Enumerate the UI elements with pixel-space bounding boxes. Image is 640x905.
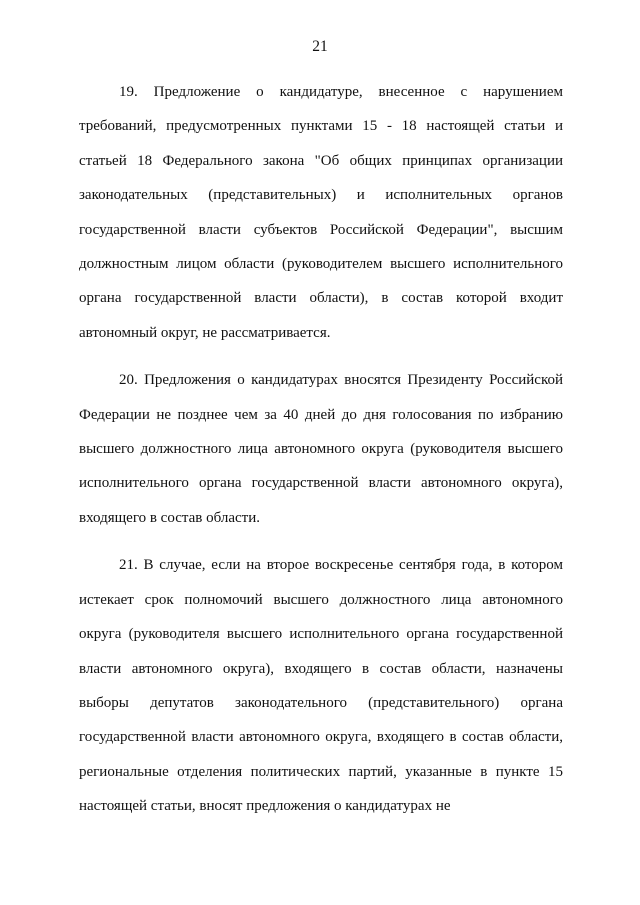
paragraph-20: 20. Предложения о кандидатурах вносятся Президенту Российской Федерации не позднее чем за 40 дней до дня голосования по избранию высшего должностного лица автономного округа (руководителя высшего исполнительного органа государственной власти автономного округа), входящего в состав области. (79, 372, 563, 526)
paragraph-19: 19. Предложение о кандидатуре, внесенное с нарушением требований, предусмотренных пунктами 15 - 18 настоящей статьи и статьей 18 Федерального закона "Об общих принципах организации законодательных (представительных) и исполнительных органов государственной власти субъектов Российской Федерации", высшим должностным лицом области (руководителем высшего исполнительного органа государственной власти области), в состав которой входит автономный округ, не рассматривается. (79, 84, 563, 341)
document-body (79, 75, 563, 837)
paragraph-21: 21. В случае, если на второе воскресенье сентября года, в котором истекает срок полномочий высшего должностного лица автономного округа (руководителя высшего исполнительного органа государственной власти автономного округа), входящего в состав области, назначены выборы депутатов законодательного (представительного) органа государственной власти автономного округа, входящего в состав области, региональные отделения политических партий, указанные в пункте 15 настоящей статьи, вносят предложения о кандидатурах не (79, 557, 563, 815)
page-number: 21 (312, 38, 328, 55)
